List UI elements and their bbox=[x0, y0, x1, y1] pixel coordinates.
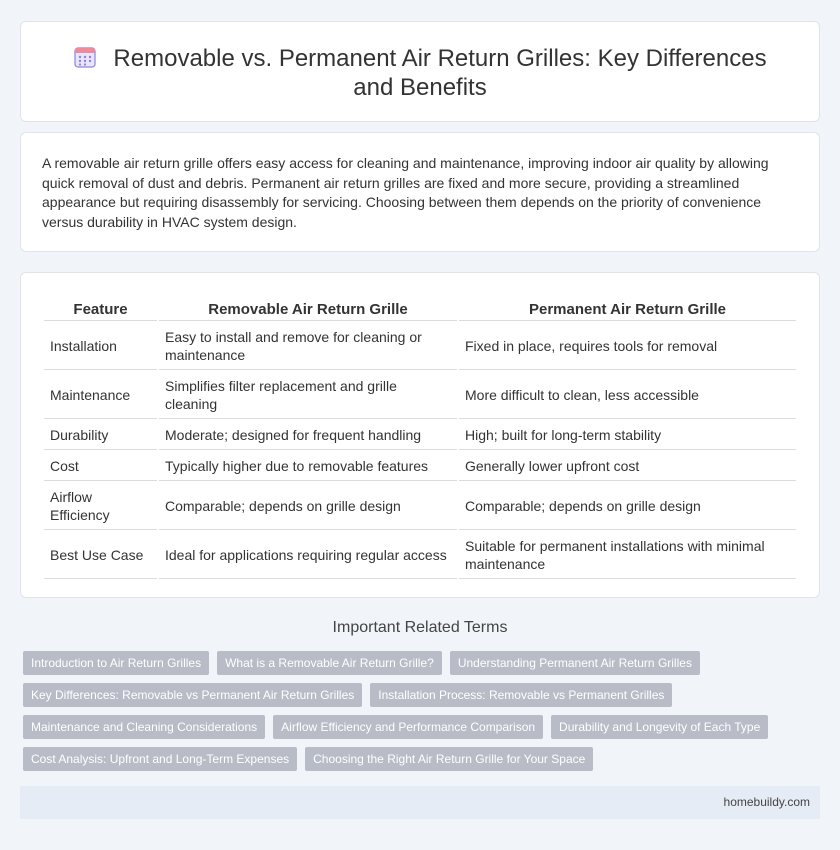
intro-paragraph: A removable air return grille offers easy access for cleaning and maintenance, improving indoor air quality by allowing quick removal of dust and debris. Permanent air return grilles are fixed and more secure, providing a streamlined appearance but requiring disassembly for servicing. Choosing between them depends on the priority of convenience versus durability in HVAC system design. bbox=[42, 155, 769, 230]
cell-removable: Easy to install and remove for cleaning or maintenance bbox=[159, 323, 457, 370]
cell-removable: Ideal for applications requiring regular access bbox=[159, 532, 457, 579]
related-term-link[interactable]: What is a Removable Air Return Grille? bbox=[217, 651, 442, 675]
calendar-icon bbox=[73, 45, 97, 69]
footer-site-link[interactable]: homebuildy.com bbox=[723, 795, 810, 809]
related-terms-title: Important Related Terms bbox=[332, 619, 508, 636]
title-card bbox=[20, 21, 820, 122]
related-term-link[interactable]: Installation Process: Removable vs Permanent Grilles bbox=[370, 683, 672, 707]
related-term-link[interactable]: Understanding Permanent Air Return Grilles bbox=[450, 651, 700, 675]
related-term-link[interactable]: Introduction to Air Return Grilles bbox=[23, 651, 209, 675]
tag-row bbox=[23, 747, 813, 771]
comparison-table bbox=[42, 296, 798, 581]
cell-removable: Typically higher due to removable features bbox=[159, 452, 457, 481]
page-title-text: Removable vs. Permanent Air Return Grilles: Key Differences and Benefits bbox=[113, 45, 767, 101]
table-row bbox=[44, 421, 796, 450]
cell-removable: Comparable; depends on grille design bbox=[159, 483, 457, 530]
cell-feature: Cost bbox=[44, 452, 157, 481]
related-term-link[interactable]: Maintenance and Cleaning Considerations bbox=[23, 715, 265, 739]
table-row bbox=[44, 323, 796, 370]
related-terms-list bbox=[23, 651, 813, 779]
table-row bbox=[44, 372, 796, 419]
table-row bbox=[44, 452, 796, 481]
header-feature: Feature bbox=[44, 298, 157, 321]
cell-feature: Airflow Efficiency bbox=[44, 483, 157, 530]
cell-permanent: More difficult to clean, less accessible bbox=[459, 372, 796, 419]
cell-permanent: Suitable for permanent installations with minimal maintenance bbox=[459, 532, 796, 579]
cell-feature: Maintenance bbox=[44, 372, 157, 419]
cell-permanent: Comparable; depends on grille design bbox=[459, 483, 796, 530]
page-title bbox=[61, 44, 779, 102]
cell-feature: Durability bbox=[44, 421, 157, 450]
header-permanent: Permanent Air Return Grille bbox=[459, 298, 796, 321]
related-term-link[interactable]: Airflow Efficiency and Performance Comparison bbox=[273, 715, 543, 739]
header-removable: Removable Air Return Grille bbox=[159, 298, 457, 321]
intro-card bbox=[20, 132, 820, 252]
cell-permanent: Generally lower upfront cost bbox=[459, 452, 796, 481]
cell-permanent: Fixed in place, requires tools for removal bbox=[459, 323, 796, 370]
related-term-link[interactable]: Durability and Longevity of Each Type bbox=[551, 715, 768, 739]
comparison-card bbox=[20, 272, 820, 598]
table-header-row bbox=[44, 298, 796, 321]
table-row bbox=[44, 483, 796, 530]
related-term-link[interactable]: Cost Analysis: Upfront and Long-Term Expenses bbox=[23, 747, 297, 771]
cell-feature: Best Use Case bbox=[44, 532, 157, 579]
cell-removable: Moderate; designed for frequent handling bbox=[159, 421, 457, 450]
tag-row bbox=[23, 651, 813, 675]
cell-feature: Installation bbox=[44, 323, 157, 370]
cell-permanent: High; built for long-term stability bbox=[459, 421, 796, 450]
tag-row bbox=[23, 683, 813, 707]
cell-removable: Simplifies filter replacement and grille cleaning bbox=[159, 372, 457, 419]
tag-row bbox=[23, 715, 813, 739]
table-row bbox=[44, 532, 796, 579]
footer bbox=[20, 786, 820, 819]
related-term-link[interactable]: Key Differences: Removable vs Permanent Air Return Grilles bbox=[23, 683, 362, 707]
related-term-link[interactable]: Choosing the Right Air Return Grille for Your Space bbox=[305, 747, 593, 771]
